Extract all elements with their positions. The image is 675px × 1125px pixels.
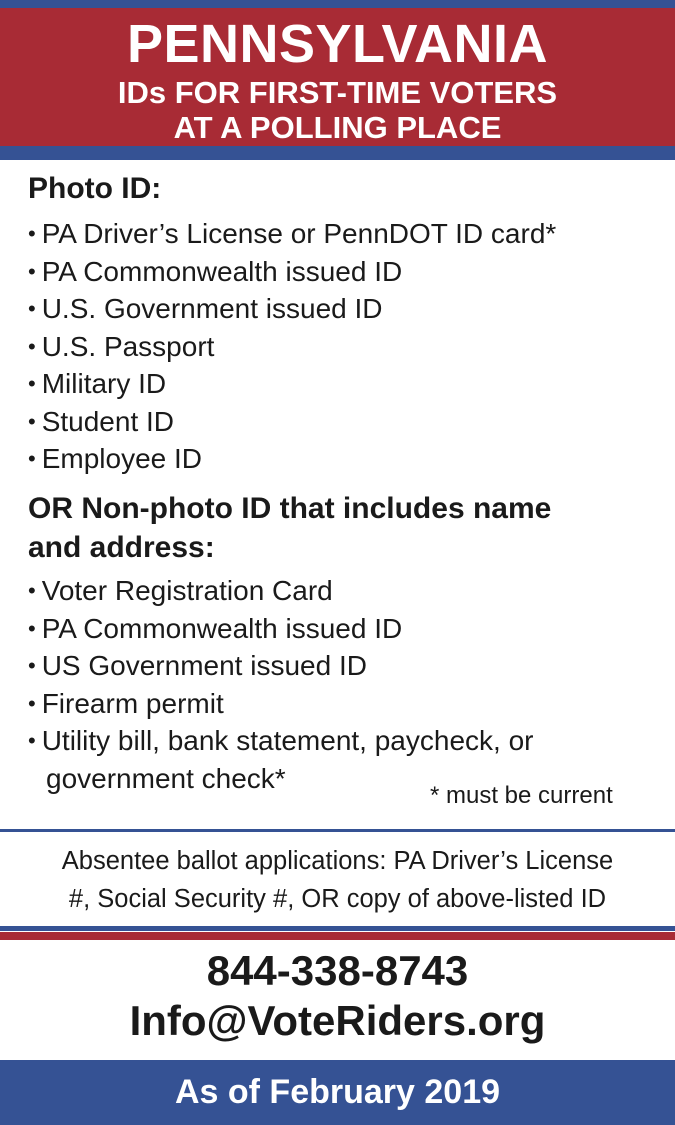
phone-number[interactable]: 844-338-8743 [206,947,469,994]
photo-id-list [28,215,556,478]
list-item: • Voter Registration Card [28,575,333,606]
photo-id-heading: Photo ID: [28,172,162,205]
divider-line [0,926,675,931]
subtitle-line-2: AT A POLLING PLACE [173,110,502,145]
subtitle-line-1: IDs FOR FIRST-TIME VOTERS [117,75,558,110]
bullet-icon: • [28,653,36,678]
list-item: • U.S. Government issued ID [28,293,383,324]
footnote: * must be current [430,782,613,809]
state-title: PENNSYLVANIA [126,14,549,74]
absentee-note: Absentee ballot applications: PA Driver’s License #, Social Security #, OR copy of above-listed ID [61,847,614,913]
bullet-icon: • [28,296,36,321]
list-item: • PA Commonwealth issued ID [28,612,403,644]
list-item: • PA Driver’s License or PennDOT ID card* [28,218,557,249]
list-item: • Firearm permit [28,687,224,719]
bullet-icon: • [28,446,36,471]
bullet-icon: • [28,728,36,753]
list-item: • Employee ID [28,443,202,474]
nonphoto-id-heading-line-2: and address: [28,531,215,564]
list-item: • Utility bill, bank statement, paycheck, or government check* [28,725,534,794]
bullet-icon: • [28,333,36,359]
header-top-stripe [0,0,675,8]
nonphoto-id-list [28,572,533,797]
list-item: • U.S. Passport [28,330,215,362]
red-divider [0,932,675,940]
divider-line [0,829,675,832]
bullet-icon: • [28,578,36,603]
bullet-icon: • [28,371,36,396]
date-footer: As of February 2019 [0,1060,675,1125]
bullet-icon: • [28,408,36,434]
bullet-icon: • [28,258,36,284]
list-item: • Military ID [28,368,167,399]
bullet-icon: • [28,615,36,641]
bullet-icon: • [28,690,36,716]
header-bottom-stripe [0,146,675,160]
list-item: • PA Commonwealth issued ID [28,255,403,287]
email-link[interactable]: Info@VoteRiders.org [129,997,546,1044]
list-item: • US Government issued ID [28,650,367,681]
bullet-icon: • [28,221,36,246]
nonphoto-id-heading-line-1: OR Non-photo ID that includes name [28,492,552,525]
list-item: • Student ID [28,405,175,437]
